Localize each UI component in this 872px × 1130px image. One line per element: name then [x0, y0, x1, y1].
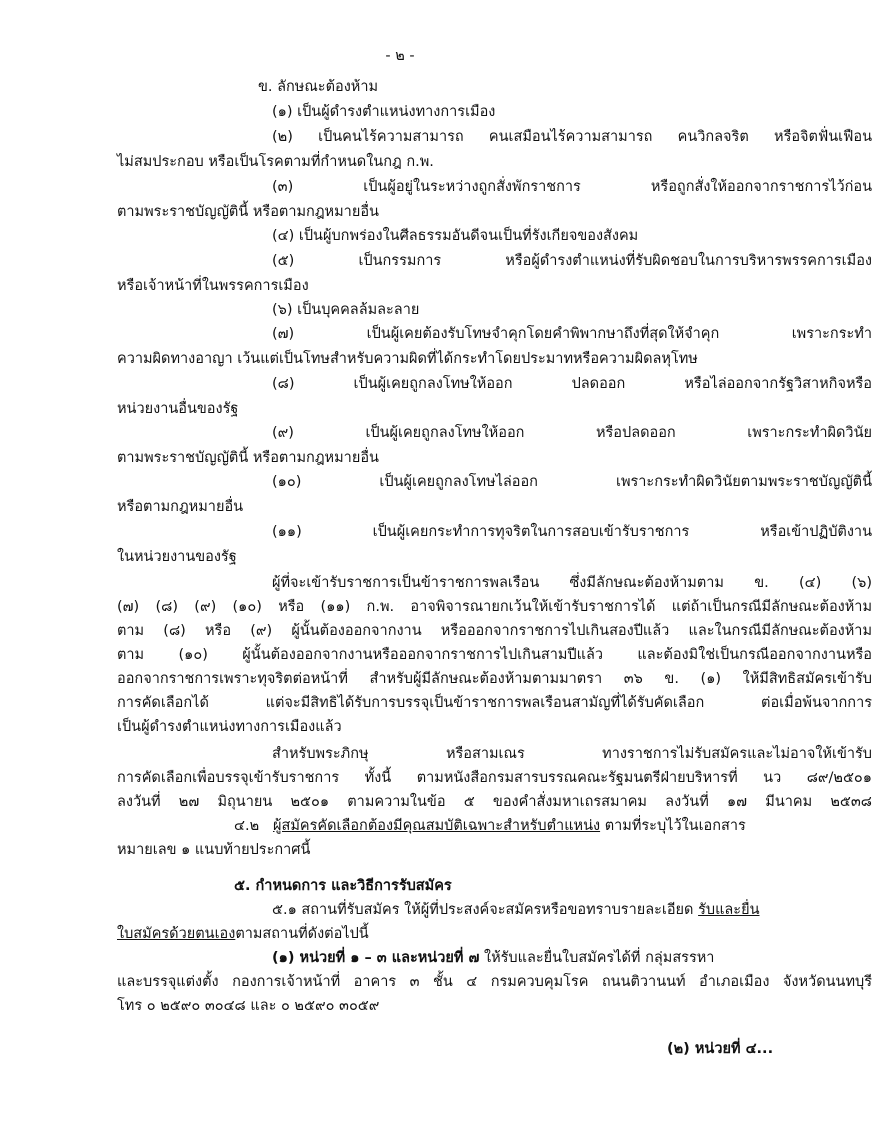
- page-number: - ๒ -: [385, 48, 415, 64]
- list-item: (๑) เป็นผู้ดำรงตำแหน่งทางการเมือง: [272, 104, 496, 120]
- section-4-2-line: [234, 816, 746, 836]
- list-item: (๒) เป็นคนไร้ความสามารถ คนเสมือนไร้ความสามารถ คนวิกลจริต หรือจิตฟั่นเฟือน: [272, 129, 872, 145]
- unit-1-address: และบรรจุแต่งตั้ง กองการเจ้าหน้าที่ อาคาร ๓ ชั้น ๔ กรมควบคุมโรค ถนนติวานนท์ อำเภอเมือง จังหวัดนนทบุรี: [117, 974, 872, 990]
- section-5-1-text: ๕.๑ สถานที่รับสมัคร ให้ผู้ที่ประสงค์จะสมัครหรือขอทราบรายละเอียด: [272, 902, 699, 918]
- paragraph-line: สำหรับพระภิกษุ หรือสามเณร ทางราชการไม่รับสมัครและไม่อาจให้เข้ารับ: [272, 746, 872, 762]
- section-5-heading: ๕. กำหนดการ และวิธีการรับสมัคร: [234, 878, 452, 894]
- qualification-heading: ผู้สมัครคัดเลือกต้องมีคุณสมบัติเฉพาะสำหรับตำแหน่ง: [272, 818, 601, 834]
- list-item: (๑๑) เป็นผู้เคยกระทำการทุจริตในการสอบเข้ารับราชการ หรือเข้าปฏิบัติงาน: [272, 524, 872, 540]
- section-4-2-cont: หมายเลข ๑ แนบท้ายประกาศนี้: [117, 842, 311, 858]
- section-5-1-rest: ตามสถานที่ดังต่อไปนี้: [235, 926, 369, 942]
- list-item-cont: ตามพระราชบัญญัตินี้ หรือตามกฎหมายอื่น: [117, 204, 379, 220]
- list-item: (๑๐) เป็นผู้เคยถูกลงโทษไล่ออก เพราะกระทำผิดวินัยตามพระราชบัญญัตินี้: [272, 474, 872, 490]
- unit-label: (๑) หน่วยที่ ๑ – ๓ และหน่วยที่ ๗: [272, 950, 480, 966]
- underlined-text: ใบสมัครด้วยตนเอง: [117, 926, 236, 942]
- list-item-cont: หรือเจ้าหน้าที่ในพรรคการเมือง: [117, 278, 309, 294]
- list-item-cont: ไม่สมประกอบ หรือเป็นโรคตามที่กำหนดในกฎ ก.พ.: [117, 154, 434, 170]
- section-heading: ข. ลักษณะต้องห้าม: [258, 79, 379, 95]
- list-item: (๙) เป็นผู้เคยถูกลงโทษให้ออก หรือปลดออก เพราะกระทำผิดวินัย: [272, 425, 872, 441]
- list-item-cont: หรือตามกฎหมายอื่น: [117, 499, 244, 515]
- unit-1-line: [272, 948, 714, 968]
- list-item-cont: ตามพระราชบัญญัตินี้ หรือตามกฎหมายอื่น: [117, 450, 379, 466]
- qualification-text: ตามที่ระบุไว้ในเอกสาร: [600, 818, 746, 834]
- paragraph-line: ออกจากราชการเพราะทุจริตต่อหน้าที่ สำหรับผู้มีลักษณะต้องห้ามตามมาตรา ๓๖ ข. (๑) ให้มีสิทธิสมัครเข้ารับ: [117, 671, 872, 687]
- list-item: (๗) เป็นผู้เคยต้องรับโทษจำคุกโดยคำพิพากษาถึงที่สุดให้จำคุก เพราะกระทำ: [272, 326, 872, 342]
- paragraph-line: เป็นผู้ดำรงตำแหน่งทางการเมืองแล้ว: [117, 719, 342, 735]
- paragraph-line: การคัดเลือกได้ แต่จะมีสิทธิได้รับการบรรจุเป็นข้าราชการพลเรือนสามัญที่ได้รับคัดเลือก ต่อเมื่อพ้นจากการ: [117, 695, 872, 711]
- section-5-1-line: [272, 900, 760, 920]
- list-item-cont: ในหน่วยงานของรัฐ: [117, 549, 237, 565]
- paragraph-line: ผู้ที่จะเข้ารับราชการเป็นข้าราชการพลเรือน ซึ่งมีลักษณะต้องห้ามตาม ข. (๔) (๖): [272, 575, 872, 591]
- paragraph-line: (๗) (๘) (๙) (๑๐) หรือ (๑๑) ก.พ. อาจพิจารณายกเว้นให้เข้ารับราชการได้ แต่ถ้าเป็นกรณีมีลักษณะต้องห้าม: [117, 599, 872, 615]
- list-item: (๖) เป็นบุคคลล้มละลาย: [272, 302, 420, 318]
- list-item: (๘) เป็นผู้เคยถูกลงโทษให้ออก ปลดออก หรือไล่ออกจากรัฐวิสาหกิจหรือ: [272, 376, 872, 392]
- list-item: (๓) เป็นผู้อยู่ในระหว่างถูกสั่งพักราชการ หรือถูกสั่งให้ออกจากราชการไว้ก่อน: [272, 179, 872, 195]
- section-number: ๔.๒: [234, 818, 260, 834]
- paragraph-line: ตาม (๑๐) ผู้นั้นต้องออกจากงานหรือออกจากราชการไปเกินสามปีแล้ว และต้องมิใช่เป็นกรณีออกจากงานหรือ: [117, 647, 872, 663]
- list-item: (๔) เป็นผู้บกพร่องในศีลธรรมอันดีจนเป็นที่รังเกียจของสังคม: [272, 228, 639, 244]
- paragraph-line: ตาม (๘) หรือ (๙) ผู้นั้นต้องออกจากงาน หรือออกจากราชการไปเกินสองปีแล้ว และในกรณีมีลักษณะต้องห้าม: [117, 623, 872, 639]
- section-5-1-cont: [117, 924, 369, 944]
- unit-text: ให้รับและยื่นใบสมัครได้ที่ กลุ่มสรรหา: [479, 950, 715, 966]
- paragraph-line: ลงวันที่ ๒๗ มิถุนายน ๒๕๐๑ ตามความในข้อ ๕ ของคำสั่งมหาเถรสมาคม ลงวันที่ ๑๗ มีนาคม ๒๕๓๘: [117, 794, 872, 810]
- list-item-cont: หน่วยงานอื่นของรัฐ: [117, 401, 239, 417]
- unit-1-phone: โทร ๐ ๒๕๙๐ ๓๐๔๘ และ ๐ ๒๕๙๐ ๓๐๕๙: [117, 998, 380, 1014]
- underlined-text: รับและยื่น: [698, 902, 760, 918]
- continuation-marker: (๒) หน่วยที่ ๔...: [667, 1041, 774, 1057]
- list-item-cont: ความผิดทางอาญา เว้นแต่เป็นโทษสำหรับความผิดที่ได้กระทำโดยประมาทหรือความผิดลหุโทษ: [117, 351, 698, 367]
- list-item: (๕) เป็นกรรมการ หรือผู้ดำรงตำแหน่งที่รับผิดชอบในการบริหารพรรคการเมือง: [272, 253, 872, 269]
- paragraph-line: การคัดเลือกเพื่อบรรจุเข้ารับราชการ ทั้งนี้ ตามหนังสือกรมสารบรรณคณะรัฐมนตรีฝ่ายบริหารที่ นว ๘๙/๒๕๐๑: [117, 770, 872, 786]
